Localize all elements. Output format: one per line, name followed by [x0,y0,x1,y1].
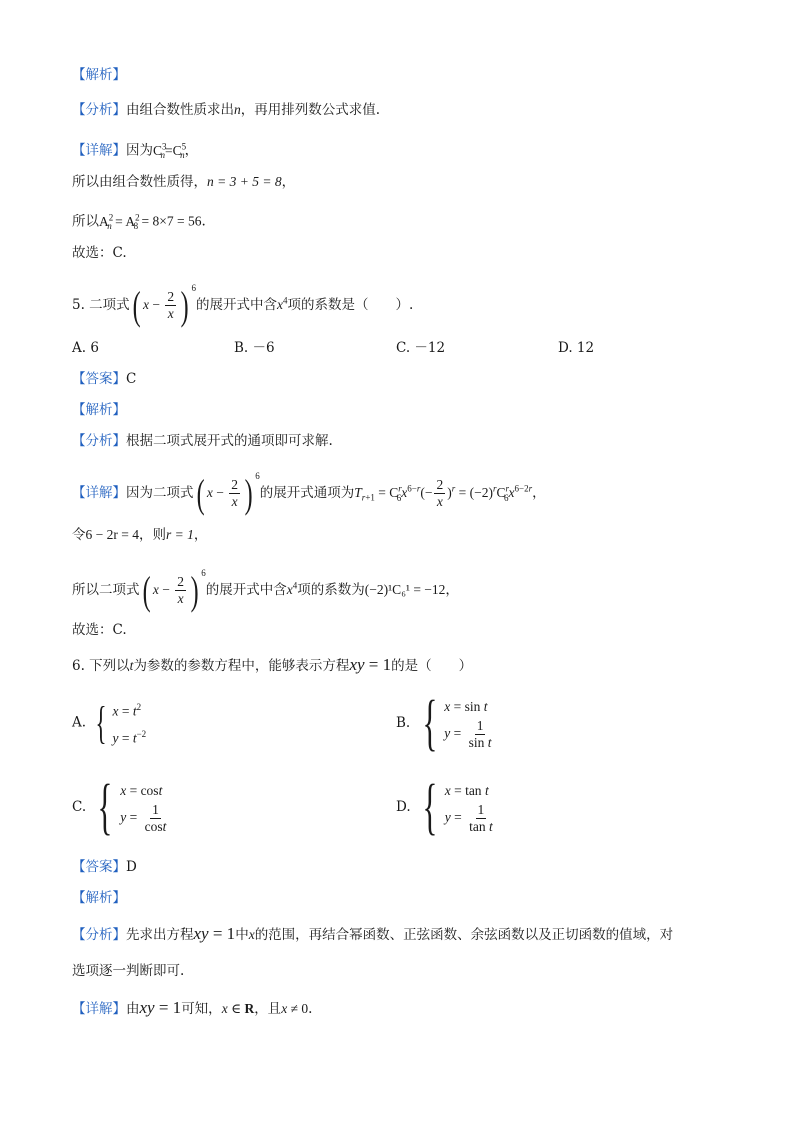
q5-answer: 【答案】C [72,371,137,387]
q6-option-b: B. { x = sin t y = $\frac{1}{\text{sin t}}$ [396,689,492,757]
q6-option-c: C. { x = cost y = $\frac{1}{\cos t}$ [72,773,167,841]
q5-ling: 令6 − 2r = 4，则r = 1， [72,527,208,543]
q5-analysis-heading: 【解析】 [72,402,126,418]
q6-option-a: A. { $x = t^2$ $y = t^{-2}$ [72,696,147,748]
q6-stem: 6. 下列以t为参数的参数方程中，能够表示方程xy = 1的是（ ） [72,655,473,674]
q4-fenxi: 【分析】由组合数性质求出n，再用排列数公式求值. [72,102,381,118]
fenxi-tag: 【分析】 [72,102,126,118]
q5-option-b: B. －6 [234,340,275,356]
q5-option-d: D. 12 [558,340,595,356]
q5-stem: 5. 二项式( x − $\frac{2}{x}$ ) $^6$的展开式中含$x^4$项的系数是（ ）. [72,282,414,328]
q4-step2: 所以由组合数性质得，n = 3 + 5 = 8， [72,174,296,190]
q5-xiangjie: 【详解】因为二项式( x − $\frac{2}{x}$ ) $^6$的展开式通项为$T_{r+1} = C^r_6x^{6-r}(-$ $\frac{2}{x}$ )$^r = (-2)^rC^r_6x^{6-2r}$， [72,470,546,516]
section-analysis-heading: 【解析】 [72,67,126,83]
q6-fenxi: 【分析】先求出方程xy = 1中x的范围，再结合幂函数、正弦函数、余弦函数以及正切函数的值域，对 [72,924,674,943]
q4-xiangjie: 【详解】因为$C^3_n=C^5_n$， [72,141,199,161]
q5-choice: 故选：C. [72,622,127,638]
q6-answer: 【答案】D [72,859,137,875]
q6-fenxi-cont: 选项逐一判断即可. [72,963,185,979]
q5-fenxi: 【分析】根据二项式展开式的通项即可求解. [72,433,333,449]
q5-result: 所以二项式( x − $\frac{2}{x}$ ) $^6$的展开式中含$x^4$项的系数为(−2)¹C₆¹ = −12， [72,567,459,613]
q5-option-a: A. 6 [72,340,99,356]
q5-option-c: C. －12 [396,340,446,356]
q6-analysis-heading: 【解析】 [72,890,126,906]
q6-option-d: D. { x = tan t y = $\frac{1}{\text{tan t}}$ [396,773,493,841]
q4-step3: 所以$A^2_n = A^2_8 = 8\times 7 = 56$. [72,212,206,232]
q4-choice: 故选：C. [72,245,127,261]
q6-xiangjie: 【详解】由xy = 1可知，x ∈ R，且x ≠ 0. [72,998,313,1017]
